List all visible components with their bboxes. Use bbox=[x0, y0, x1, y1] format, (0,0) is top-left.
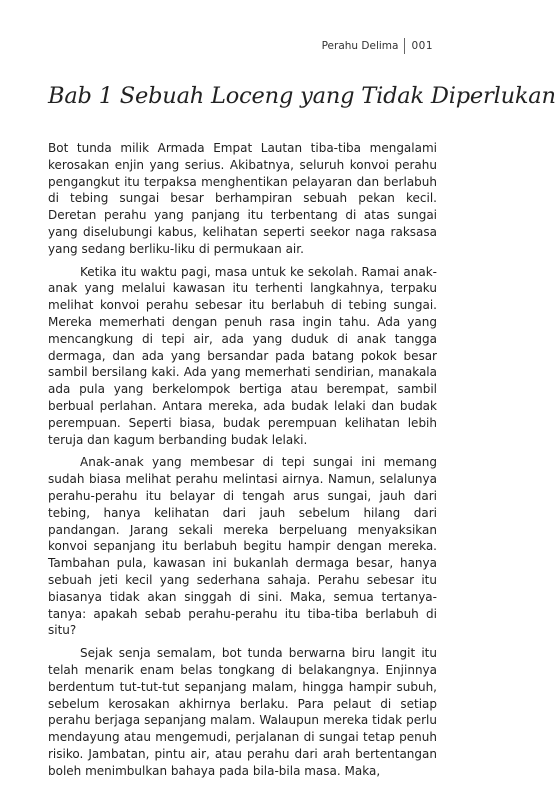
page-number: 001 bbox=[411, 40, 433, 52]
paragraph: Sejak senja semalam, bot tunda berwarna biru langit itu telah menarik enam belas tongkang di belakangnya. Enjinnya berdentum tut-tut-tut sepanjang malam, hingga hampir subuh, sebelum kerosakan akhirnya berlaku. Para pelaut di setiap perahu berjaga sepanjang malam. Walaupun mereka tidak perlu mendayung atau mengemudi, perjalanan di sungai tetap penuh risiko. Jambatan, pintu air, atau perahu dari arah bertentangan boleh menimbulkan bahaya pada bila-bila masa. Maka, bbox=[48, 646, 437, 778]
book-title: Perahu Delima bbox=[321, 40, 399, 52]
chapter-title: Bab 1 Sebuah Loceng yang Tidak Diperlukan bbox=[48, 83, 556, 109]
paragraph: Anak-anak yang membesar di tepi sungai ini memang sudah biasa melihat perahu melintasi airnya. Namun, selalunya perahu-perahu itu belayar di tengah arus sungai, jauh dari tebing, hanya kelihatan dari jauh sebelum hilang dari pandangan. Jarang sekali mereka berpeluang menyaksikan konvoi sepanjang itu berlabuh begitu hampir dengan mereka. Tambahan pula, kawasan ini bukanlah dermaga besar, hanya sebuah jeti kecil yang sederhana sahaja. Perahu sebesar itu biasanya tidak akan singgah di sini. Maka, semua tertanya-tanya: apakah sebab perahu-perahu itu tiba-tiba berlabuh di situ? bbox=[48, 455, 437, 638]
paragraph: Bot tunda milik Armada Empat Lautan tiba-tiba mengalami kerosakan enjin yang serius. Akibatnya, seluruh konvoi perahu pengangkut itu terpaksa menghentikan pelayaran dan berlabuh di tebing sungai besar berhampiran sebuah pekan kecil. Deretan perahu yang panjang itu terbentang di atas sungai yang diselubungi kabus, kelihatan seperti seekor naga raksasa yang sedang berliku-liku di permukaan air. bbox=[48, 141, 437, 256]
body-text bbox=[48, 140, 437, 785]
running-header bbox=[322, 38, 433, 54]
paragraph: Ketika itu waktu pagi, masa untuk ke sekolah. Ramai anak-anak yang melalui kawasan itu terhenti langkahnya, terpaku melihat konvoi perahu sebesar itu berlabuh di tebing sungai. Mereka memerhati dengan penuh rasa ingin tahu. Ada yang mencangkung di tepi air, ada yang duduk di anak tangga dermaga, dan ada yang bersandar pada batang pokok besar sambil bersilang kaki. Ada yang memerhati sendirian, manakala ada pula yang berkelompok bertiga atau berempat, sambil berbual perlahan. Antara mereka, ada budak lelaki dan budak perempuan. Seperti biasa, budak perempuan kelihatan lebih teruja dan kagum berbanding budak lelaki. bbox=[48, 264, 437, 447]
